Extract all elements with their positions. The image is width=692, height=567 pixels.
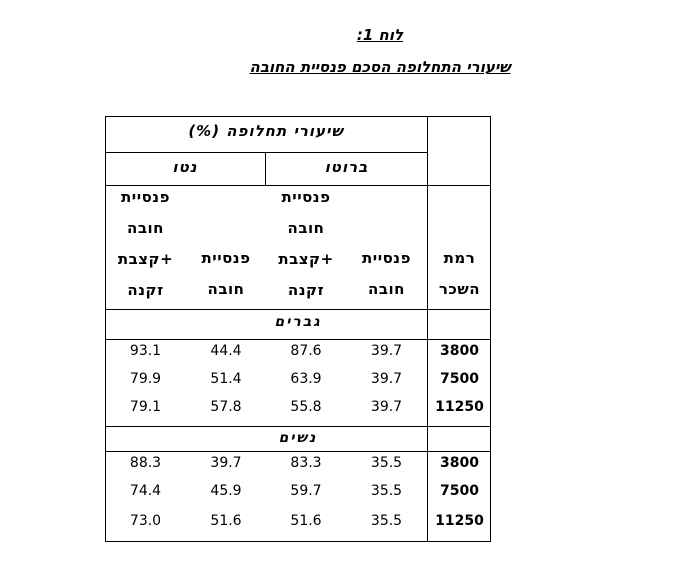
net-plus-cell: 74.4 — [129, 483, 162, 499]
header-line: +קצבת — [117, 250, 174, 268]
header-line: חובה — [207, 280, 245, 298]
header-line: זקנה — [127, 281, 164, 299]
gross-mandatory-cell: 39.7 — [370, 399, 403, 415]
header-gross-mandatory — [346, 243, 427, 305]
row-divider — [105, 426, 491, 427]
gross-mandatory-cell: 35.5 — [370, 483, 403, 499]
wage-cell: 3800 — [440, 343, 479, 359]
gross-mandatory-cell: 35.5 — [370, 513, 403, 529]
net-mandatory-cell: 51.6 — [210, 513, 242, 529]
gross-plus-cell: 63.9 — [290, 371, 322, 387]
table-title: שיעורי התחלופה הסכם פנסיית החובה — [249, 58, 511, 76]
header-net: נטו — [172, 158, 198, 176]
gross-plus-cell: 59.7 — [290, 483, 322, 499]
net-plus-cell: 93.1 — [129, 343, 162, 359]
header-line: חובה — [368, 280, 405, 298]
gross-plus-cell: 55.8 — [290, 399, 322, 415]
wage-cell: 11250 — [435, 513, 484, 529]
gross-plus-cell: 51.6 — [290, 513, 322, 529]
net-mandatory-cell: 45.9 — [210, 483, 242, 499]
net-plus-cell: 79.1 — [129, 399, 162, 415]
net-plus-cell: 88.3 — [129, 455, 162, 471]
header-gross-mandatory-plus — [266, 182, 346, 306]
header-gross: ברוטו — [324, 158, 369, 176]
header-net-mandatory — [186, 243, 266, 305]
row-divider — [105, 152, 428, 153]
gross-mandatory-cell: 39.7 — [370, 371, 403, 387]
header-line: פנסיית — [201, 249, 251, 267]
header-replacement-rates: שיעורי תחלופה (%) — [188, 122, 344, 140]
header-line: פנסיית — [121, 188, 170, 206]
header-wage-level-line1: רמת — [443, 249, 476, 267]
wage-cell: 3800 — [440, 455, 479, 471]
header-line: חובה — [127, 219, 164, 237]
section-label-women: נשים — [278, 430, 318, 446]
row-divider — [105, 309, 491, 310]
gross-plus-cell: 83.3 — [290, 455, 322, 471]
wage-cell: 11250 — [435, 399, 484, 415]
gross-plus-cell: 87.6 — [290, 343, 322, 359]
header-line: חובה — [287, 219, 325, 237]
net-mandatory-cell: 44.4 — [210, 343, 242, 359]
table-label: לוח 1: — [356, 26, 404, 44]
header-net-mandatory-plus — [105, 182, 186, 306]
gross-mandatory-cell: 35.5 — [370, 455, 403, 471]
wage-cell: 7500 — [440, 483, 479, 499]
row-divider — [105, 451, 491, 452]
net-plus-cell: 73.0 — [129, 513, 162, 529]
net-mandatory-cell: 57.8 — [210, 399, 242, 415]
header-line: זקנה — [287, 281, 325, 299]
net-mandatory-cell: 51.4 — [210, 371, 242, 387]
header-line: פנסיית — [362, 249, 411, 267]
row-divider — [105, 339, 491, 340]
header-line: +קצבת — [278, 250, 334, 268]
net-plus-cell: 79.9 — [129, 371, 162, 387]
header-line: פנסיית — [281, 188, 331, 206]
section-label-men: גברים — [274, 314, 322, 330]
wage-cell: 7500 — [440, 371, 479, 387]
gross-mandatory-cell: 39.7 — [370, 343, 403, 359]
header-wage-level — [428, 243, 491, 305]
header-wage-level-line2: השכר — [438, 280, 481, 298]
net-mandatory-cell: 39.7 — [210, 455, 242, 471]
